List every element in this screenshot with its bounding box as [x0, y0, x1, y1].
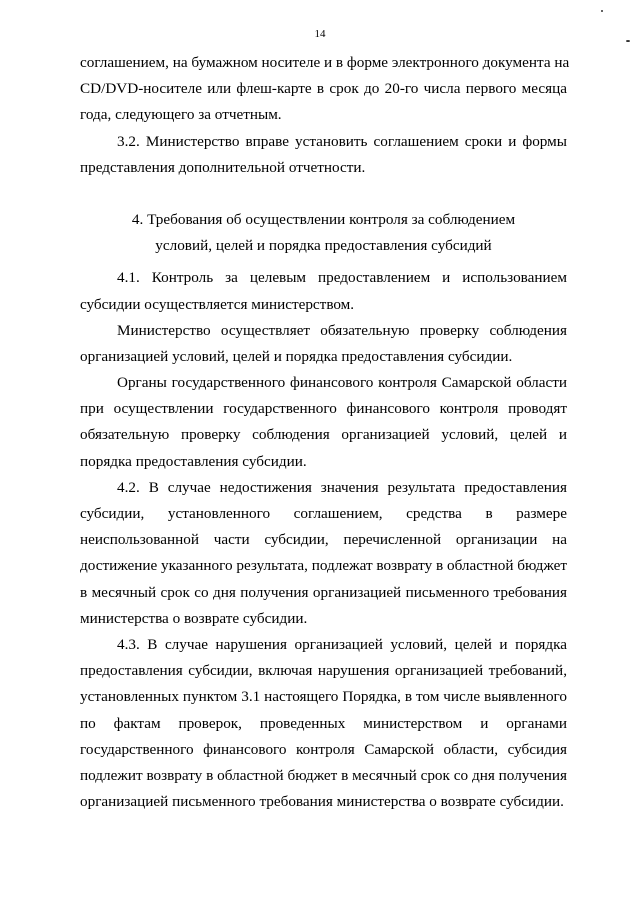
text-line: Министерство осуществляет обязательную проверку соблюдения [117, 321, 567, 339]
text-line: порядка предоставления субсидии. [80, 452, 307, 470]
text-line: представления дополнительной отчетности. [80, 158, 366, 176]
text-line: неиспользованной части субсидии, перечисленной организации на [80, 531, 567, 549]
paragraph-4-1 [80, 265, 567, 317]
document-body [80, 50, 570, 815]
text-line: субсидии, установленного соглашением, средства в размере [80, 505, 567, 522]
text-line: года, следующего за отчетным. [80, 106, 282, 124]
text-line: установленных пунктом 3.1 настоящего Порядка, в том числе выявленного [80, 688, 567, 706]
text-line: CD/DVD-носителе или флеш-карте в срок до 20-го числа первого месяца [80, 80, 567, 98]
text-line: Органы государственного финансового контроля Самарской области [117, 374, 567, 392]
heading-line: условий, целей и порядка предоставления субсидий [155, 237, 492, 255]
text-line: организацией письменного требования министерства о возврате субсидии. [80, 793, 564, 811]
text-line: в месячный срок со дня получения организацией письменного требования [80, 583, 567, 601]
heading-line: 4. Требования об осуществлении контроля за соблюдением [131, 210, 516, 228]
scan-speck [601, 10, 603, 12]
text-line: субсидии осуществляется министерством. [80, 295, 355, 313]
page-number: 14 [314, 28, 326, 40]
text-line: при осуществлении государственного финансового контроля проводят [80, 400, 567, 418]
text-line: 3.2. Министерство вправе установить соглашением сроки и формы [117, 132, 567, 150]
text-line: организацией условий, целей и порядка предоставления субсидии. [80, 347, 513, 365]
text-line: по фактам проверок, проведенных министерством и органами [80, 714, 567, 732]
text-line: государственного финансового контроля Самарской области, субсидия [80, 740, 567, 758]
paragraph-continuation [80, 50, 570, 129]
text-line: 4.2. В случае недостижения значения результата предоставления [117, 478, 567, 496]
paragraph-4-3 [80, 632, 567, 815]
text-line: министерства о возврате субсидии. [80, 609, 308, 627]
text-line: обязательную проверку соблюдения организацией условий, целей и [80, 426, 567, 444]
text-line: достижение указанного результата, подлежат возврату в областной бюджет [80, 557, 567, 575]
text-line: соглашением, на бумажном носителе и в форме электронного документа на [80, 54, 570, 71]
paragraph-ministry [80, 318, 567, 370]
text-line: 4.1. Контроль за целевым предоставлением и использованием [117, 269, 567, 287]
text-line: подлежит возврату в областной бюджет в месячный срок со дня получения [80, 766, 567, 784]
paragraph-4-2 [80, 475, 567, 632]
text-line: предоставления субсидии, включая нарушения организацией требований, [80, 662, 567, 680]
paragraph-3-2 [80, 129, 567, 181]
scan-speck [626, 40, 630, 42]
paragraph-control-bodies [80, 370, 567, 475]
section-heading [80, 207, 567, 259]
text-line: 4.3. В случае нарушения организацией условий, целей и порядка [117, 635, 567, 653]
